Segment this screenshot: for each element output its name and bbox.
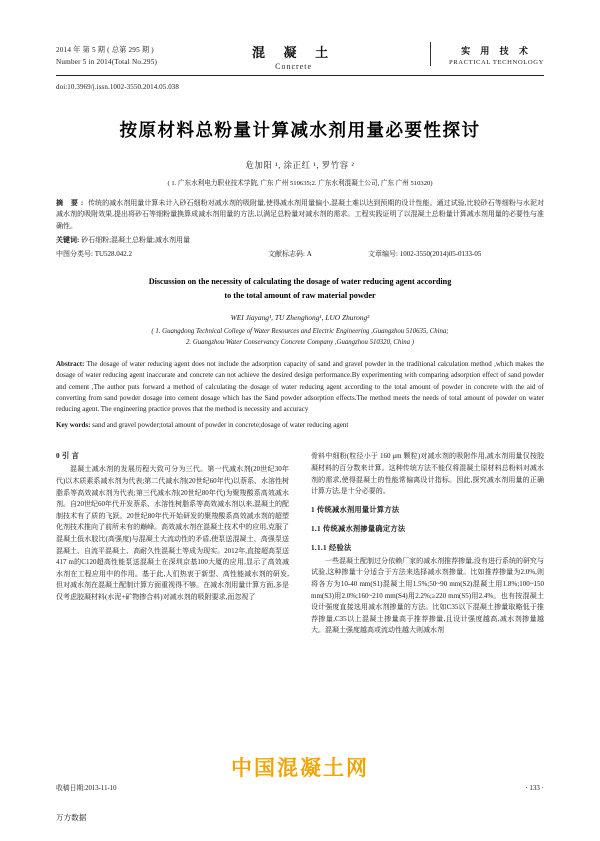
authors-en: WEI Jiayang¹, TU Zhenghong¹, LUO Zhurong² xyxy=(230,313,370,323)
doi-line: doi:10.3969/j.issn.1002-3550.2014.05.038 xyxy=(56,83,180,91)
clc-cell xyxy=(56,249,268,259)
title-en-line1: Discussion on the necessity of calculating the dosage of water reducing agent according xyxy=(148,277,452,287)
keywords-en-text: sand and gravel powder;total amount of powder in concrete;dosage of water reducing agent xyxy=(92,421,349,430)
keywords-cn xyxy=(56,235,544,246)
section-name-cn: 实 用 技 术 xyxy=(461,46,532,56)
doc-code-value: A xyxy=(306,250,312,259)
keywords-en-label: Key words: xyxy=(56,421,91,430)
affiliation-en xyxy=(56,327,544,348)
journal-name-cn: 混 凝 土 xyxy=(252,46,336,61)
abstract-cn xyxy=(56,198,544,232)
classification-row xyxy=(56,249,544,259)
paragraph: 骨料中细粉(粒径小于 160 μm 颗粒)对减水剂的吸附作用,减水剂用量仅按胶凝材料的百分数来计算。这种传统方法不能仅将混凝土原材料总粉料对减水剂的需求,使得混凝土的性能常偏离设计指标。因此,探究减水剂用量的正确计算方法,是十分必要的。 xyxy=(311,452,544,496)
page-title: 按原材料总粉量计算减水剂用量必要性探讨 xyxy=(119,121,481,141)
article-id-label: 文章编号: xyxy=(368,250,398,259)
abstract-en-label: Abstract: xyxy=(56,360,85,369)
article-id-value: 1002-3550(2014)05-0133-05 xyxy=(399,250,482,259)
affiliation-en-line2: 2. Guangzhou Water Conservancy Concrete Company ,Guangzhou 510320, China ) xyxy=(186,338,414,346)
title-en-line2: to the total amount of raw material powder xyxy=(224,290,376,300)
issue-info-cn: 2014 年 第 5 期 ( 总第 295 期 ) xyxy=(56,46,154,54)
page-number: · 133 · xyxy=(525,784,544,792)
doc-code-cell xyxy=(268,249,368,259)
abstract-en-text: The dosage of water reducing agent does not include the adsorption capacity of sand and gravel powder in the traditional calculation method ,which makes the dosage of water reducing agent inaccurate and concrete can not achieve the desired design performance.By experimenting with comparing adsorption effect of sand powder and cement ,The author puts forward a method of calculating the dosage of water reducing agent according to the total amount of powder in concrete with the aid of converting from sand powder dosage into cement dosage which has the Sand powder adsorption effects.The method meets the needs of total amount of powder on water reducing agent. The engineering practice proves that the method is necessity and accuracy xyxy=(56,360,544,414)
received-label: 收稿日期: xyxy=(56,785,86,792)
wanfang-mark: 万方数据 xyxy=(56,813,87,822)
keywords-en xyxy=(56,420,544,431)
article-id-cell xyxy=(368,249,544,259)
keywords-cn-label: 关键词: xyxy=(56,235,80,244)
paragraph: 一些混凝土配制过分依赖厂家的减水剂推荐掺量,没有进行系统的研究与试验,这种掺量十分适合于方法来选择减水剂掺量。比如推荐掺量为2.0%,则将各方为10-40 mm(S1)混凝土用1.5%;50~90 mm(S2)混凝土用1.8%;100~150 mm(S3)用2.0%;160~210 mm(S4)用2.2%;≥220 mm(S5)用2.4%。也有按混凝土设计强度直接选用减水剂掺量的方法。比如C35以下混凝土掺量取略低于推荐掺量,C35以上混凝土掺量高于推荐掺量,且设计强度越高,减水剂掺量越大。混凝土强度越高或流动性越大则减水剂 xyxy=(311,556,544,635)
journal-name-en: Concrete xyxy=(275,62,312,71)
section-heading-1-1: 1.1 传统减水剂掺量确定方法 xyxy=(311,524,406,533)
section-heading-0: 0 引 言 xyxy=(56,452,80,461)
affiliation-en-line1: ( 1. Guangdong Technical College of Water Resources and Electric Engineering ,Guangzhou 510635, China; xyxy=(151,328,449,336)
paragraph: 混凝土减水剂的发展历程大致可分为三代。第一代减水剂(20世纪30年代)以木质素系减水剂为代表;第二代减水剂(20世纪60年代)以萘系、水溶性树脂系等高效减水剂为代表;第三代减水剂(20世纪80年代)为聚羧酸系高效减水剂。自20世纪60年代开发萘系、水溶性树脂系等高效减水剂以来,混凝土的配制技术有了质的飞跃。20世纪80年代开始研发的聚羧酸系高效减水剂的超塑化剂技术推向了前所未有的巅峰。高效减水剂在混凝土技术中的应用,克服了混凝土低水胶比(高强度)与混凝土大流动性的矛盾,使泵送混凝土、高强泵送混凝土、自流平混凝土、高耐久性混凝土等成为现实。2012年,直接超高泵送417 m的C120超高性能泵送混凝土在深圳京基100大厦的应用,显示了高效减水剂在工程应用中的作用。基于此,人们热衷于新型、高性能减水剂的研发,但对减水剂在混凝土配制计算方面重视得不够。在减水剂用量计算方面,多是仅考虑胶凝材料(水泥+矿物掺合料)对减水剂的吸附要求,而忽视了 xyxy=(56,465,289,602)
journal-masthead xyxy=(56,42,544,76)
issue-info-en: Number 5 in 2014(Total No.295) xyxy=(56,58,158,67)
abstract-cn-label: 摘 要: xyxy=(56,199,87,207)
abstract-en xyxy=(56,359,544,415)
journal-name xyxy=(252,42,335,71)
site-watermark: 中国混凝土网 xyxy=(231,755,369,780)
authors-cn: 危加阳 ¹, 涂正红 ¹, 罗竹容 ² xyxy=(245,161,355,170)
clc-value: TU528.042.2 xyxy=(94,250,133,259)
page-content xyxy=(56,42,544,637)
column-left xyxy=(56,451,289,637)
section-name-en: PRACTICAL TECHNOLOGY xyxy=(449,59,544,66)
section-heading-1: 1 传统减水剂用量计算方法 xyxy=(311,505,400,514)
doc-code-label: 文献标志码: xyxy=(268,250,305,259)
received-value: 2013-11-10 xyxy=(85,785,117,792)
affiliation-cn: ( 1. 广东水利电力职业技术学院, 广东 广州 510635;2. 广东水利混凝土公司, 广东 广州 510320) xyxy=(167,180,433,187)
clc-label: 中图分类号: xyxy=(56,250,93,259)
received-date xyxy=(56,782,117,792)
body-columns xyxy=(56,451,544,637)
title-en xyxy=(56,275,544,302)
abstract-cn-text: 传统的减水剂用量计算未计入砂石细粉对减水剂的吸附量,使得减水剂用量偏小,混凝土难以达到预期的设计性能。通过试验,比较砂石等细粉与水泥对减水剂的吸附效果,提出将砂石等细粉量换算成减水剂用量的方法,以满足总粉量对减水剂的需求。工程实践证明了以混凝土总粉量计算减水剂用量的必要性与准确性。 xyxy=(56,199,545,230)
page-footer xyxy=(56,782,544,792)
section-heading-1-1-1: 1.1.1 经验法 xyxy=(311,543,352,552)
column-right xyxy=(311,451,544,637)
section-name xyxy=(430,42,544,66)
keywords-cn-text: 砂石细粉;混凝土总粉量;减水剂用量 xyxy=(81,235,190,244)
issue-info xyxy=(56,42,157,68)
